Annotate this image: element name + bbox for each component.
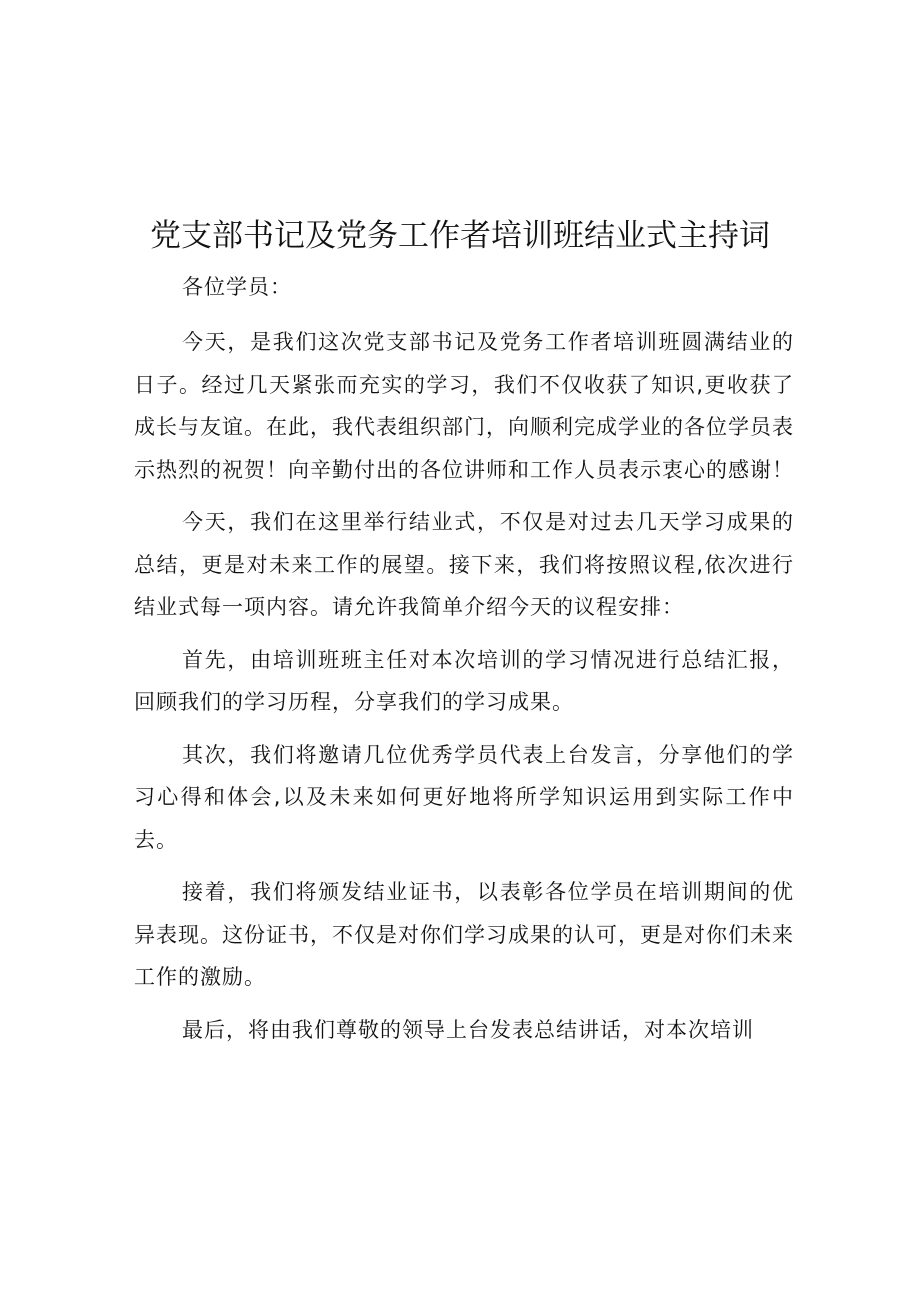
paragraph-opening: 今天，是我们这次党支部书记及党务工作者培训班圆满结业的日子。经过几天紧张而充实的学习，我们不仅收获了知识,更收获了成长与友谊。在此，我代表组织部门，向顺利完成学业的各位学员表示热烈的祝贺！向辛勤付出的各位讲师和工作人员表示衷心的感谢！	[134, 330, 794, 482]
document-body	[134, 264, 794, 1061]
paragraph-third-item: 接着，我们将颁发结业证书，以表彰各位学员在培训期间的优异表现。这份证书，不仅是对你们学习成果的认可，更是对你们未来工作的激励。	[134, 880, 794, 989]
paragraph-final-item: 最后，将由我们尊敬的领导上台发表总结讲话，对本次培训	[182, 1017, 754, 1042]
paragraph-second-item: 其次，我们将邀请几位优秀学员代表上台发言，分享他们的学习心得和体会,以及未来如何更好地将所学知识运用到实际工作中去。	[134, 742, 794, 852]
paragraph-first-item: 首先，由培训班班主任对本次培训的学习情况进行总结汇报，回顾我们的学习历程，分享我们的学习成果。	[134, 647, 794, 714]
document-title: 党支部书记及党务工作者培训班结业式主持词	[150, 218, 770, 254]
paragraph-agenda-intro: 今天，我们在这里举行结业式，不仅是对过去几天学习成果的总结，更是对未来工作的展望。接下来，我们将按照议程,依次进行结业式每一项内容。请允许我简单介绍今天的议程安排：	[134, 510, 794, 619]
salutation: 各位学员：	[182, 275, 292, 299]
